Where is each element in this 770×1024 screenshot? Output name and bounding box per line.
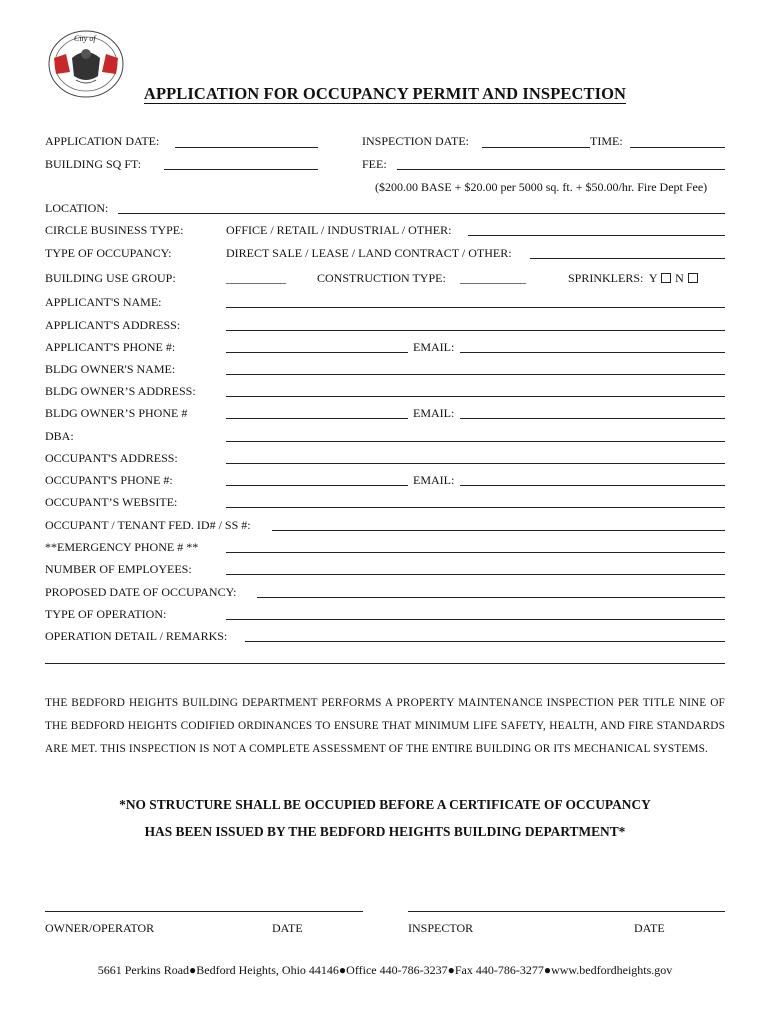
occupant-phone-label: OCCUPANT'S PHONE #: bbox=[45, 473, 173, 487]
location-field[interactable] bbox=[118, 213, 725, 214]
application-date-label: APPLICATION DATE: bbox=[45, 134, 160, 148]
construction-type-label: CONSTRUCTION TYPE: bbox=[317, 271, 446, 285]
occupant-website-label: OCCUPANT’S WEBSITE: bbox=[45, 495, 178, 509]
inspection-date-field[interactable] bbox=[482, 147, 590, 148]
owner-phone-field[interactable] bbox=[226, 418, 408, 419]
fee-field[interactable] bbox=[397, 169, 725, 170]
owner-address-field[interactable] bbox=[226, 396, 725, 397]
occupant-website-field[interactable] bbox=[226, 507, 725, 508]
operation-type-field[interactable] bbox=[226, 619, 725, 620]
applicant-name-field[interactable] bbox=[226, 307, 725, 308]
occupancy-other-field[interactable] bbox=[530, 258, 725, 259]
operation-type-label: TYPE OF OPERATION: bbox=[45, 607, 167, 621]
fee-note: ($200.00 BASE + $20.00 per 5000 sq. ft. + $50.00/hr. Fire Dept Fee) bbox=[375, 180, 708, 194]
building-sqft-label: BUILDING SQ FT: bbox=[45, 157, 142, 171]
occupant-email-field[interactable] bbox=[460, 485, 725, 486]
applicant-address-field[interactable] bbox=[226, 330, 725, 331]
emergency-phone-label: **EMERGENCY PHONE # ** bbox=[45, 540, 199, 554]
time-label: TIME: bbox=[590, 134, 623, 148]
dba-field[interactable] bbox=[226, 441, 725, 442]
applicant-phone-label: APPLICANT'S PHONE #: bbox=[45, 340, 176, 354]
fed-id-field[interactable] bbox=[272, 530, 725, 531]
owner-email-label: EMAIL: bbox=[413, 406, 455, 420]
building-sqft-field[interactable] bbox=[164, 169, 318, 170]
owner-date-label: DATE bbox=[272, 921, 303, 935]
remarks-extra-line[interactable] bbox=[45, 663, 725, 664]
owner-name-label: BLDG OWNER'S NAME: bbox=[45, 362, 176, 376]
use-group-label: BUILDING USE GROUP: bbox=[45, 271, 176, 285]
sprinkler-yes-checkbox[interactable] bbox=[661, 273, 671, 283]
use-group-field[interactable]: __________ bbox=[226, 271, 286, 285]
owner-operator-label: OWNER/OPERATOR bbox=[45, 921, 155, 935]
owner-phone-label: BLDG OWNER’S PHONE # bbox=[45, 406, 188, 420]
owner-address-label: BLDG OWNER’S ADDRESS: bbox=[45, 384, 196, 398]
business-type-options[interactable]: OFFICE / RETAIL / INDUSTRIAL / OTHER: bbox=[226, 223, 452, 237]
footer-address: 5661 Perkins Road●Bedford Heights, Ohio 44146●Office 440-786-3237●Fax 440-786-3277●www.bedfordheights.gov bbox=[97, 963, 673, 977]
seal-text: City of bbox=[74, 34, 96, 43]
employees-field[interactable] bbox=[226, 574, 725, 575]
employees-label: NUMBER OF EMPLOYEES: bbox=[45, 562, 192, 576]
owner-signature-line[interactable] bbox=[45, 911, 363, 912]
notice-line-1: *NO STRUCTURE SHALL BE OCCUPIED BEFORE A CERTIFICATE OF OCCUPANCY bbox=[119, 797, 651, 812]
operation-detail-field[interactable] bbox=[245, 641, 725, 642]
proposed-date-field[interactable] bbox=[257, 597, 725, 598]
location-label: LOCATION: bbox=[45, 201, 109, 215]
applicant-email-field[interactable] bbox=[460, 352, 725, 353]
application-date-field[interactable] bbox=[175, 147, 318, 148]
fee-label: FEE: bbox=[362, 157, 387, 171]
occupant-address-label: OCCUPANT'S ADDRESS: bbox=[45, 451, 178, 465]
business-type-label: CIRCLE BUSINESS TYPE: bbox=[45, 223, 184, 237]
applicant-email-label: EMAIL: bbox=[413, 340, 455, 354]
applicant-name-label: APPLICANT'S NAME: bbox=[45, 295, 162, 309]
owner-email-field[interactable] bbox=[460, 418, 725, 419]
inspector-label: INSPECTOR bbox=[408, 921, 474, 935]
fed-id-label: OCCUPANT / TENANT FED. ID# / SS #: bbox=[45, 518, 251, 532]
inspector-date-label: DATE bbox=[634, 921, 665, 935]
page-title: APPLICATION FOR OCCUPANCY PERMIT AND INSPECTION bbox=[143, 84, 627, 103]
operation-detail-label: OPERATION DETAIL / REMARKS: bbox=[45, 629, 228, 643]
occupancy-type-label: TYPE OF OCCUPANCY: bbox=[45, 246, 172, 260]
sprinkler-no-checkbox[interactable] bbox=[688, 273, 698, 283]
dba-label: DBA: bbox=[45, 429, 74, 443]
inspection-disclaimer: THE BEDFORD HEIGHTS BUILDING DEPARTMENT PERFORMS A PROPERTY MAINTENANCE INSPECTION PER TITLE NINE OF THE BEDFORD HEIGHTS CODIFIED ORDINANCES TO ENSURE THAT MINIMUM LIFE SAFETY, HEALTH, AND FIRE STANDARDS ARE MET. THIS INSPECTION IS NOT A COMPLETE ASSESSMENT OF THE ENTIRE BUILDING OR ITS MECHANICAL SYSTEMS. bbox=[45, 697, 725, 755]
sprinkler-no-label: N bbox=[675, 271, 684, 285]
emergency-phone-field[interactable] bbox=[226, 552, 725, 553]
applicant-phone-field[interactable] bbox=[226, 352, 408, 353]
inspector-signature-line[interactable] bbox=[408, 911, 725, 912]
notice-line-2: HAS BEEN ISSUED BY THE BEDFORD HEIGHTS BUILDING DEPARTMENT* bbox=[144, 824, 626, 839]
occupant-address-field[interactable] bbox=[226, 463, 725, 464]
proposed-date-label: PROPOSED DATE OF OCCUPANCY: bbox=[45, 585, 237, 599]
time-field[interactable] bbox=[630, 147, 725, 148]
occupant-phone-field[interactable] bbox=[226, 485, 408, 486]
business-other-field[interactable] bbox=[468, 235, 725, 236]
occupancy-type-options[interactable]: DIRECT SALE / LEASE / LAND CONTRACT / OTHER: bbox=[226, 246, 512, 260]
inspection-date-label: INSPECTION DATE: bbox=[362, 134, 469, 148]
construction-type-field[interactable]: ___________ bbox=[460, 271, 526, 285]
occupant-email-label: EMAIL: bbox=[413, 473, 455, 487]
sprinklers-label: SPRINKLERS: Y N bbox=[568, 271, 699, 285]
sprinkler-yes-label: Y bbox=[648, 271, 658, 285]
applicant-address-label: APPLICANT'S ADDRESS: bbox=[45, 318, 181, 332]
owner-name-field[interactable] bbox=[226, 374, 725, 375]
